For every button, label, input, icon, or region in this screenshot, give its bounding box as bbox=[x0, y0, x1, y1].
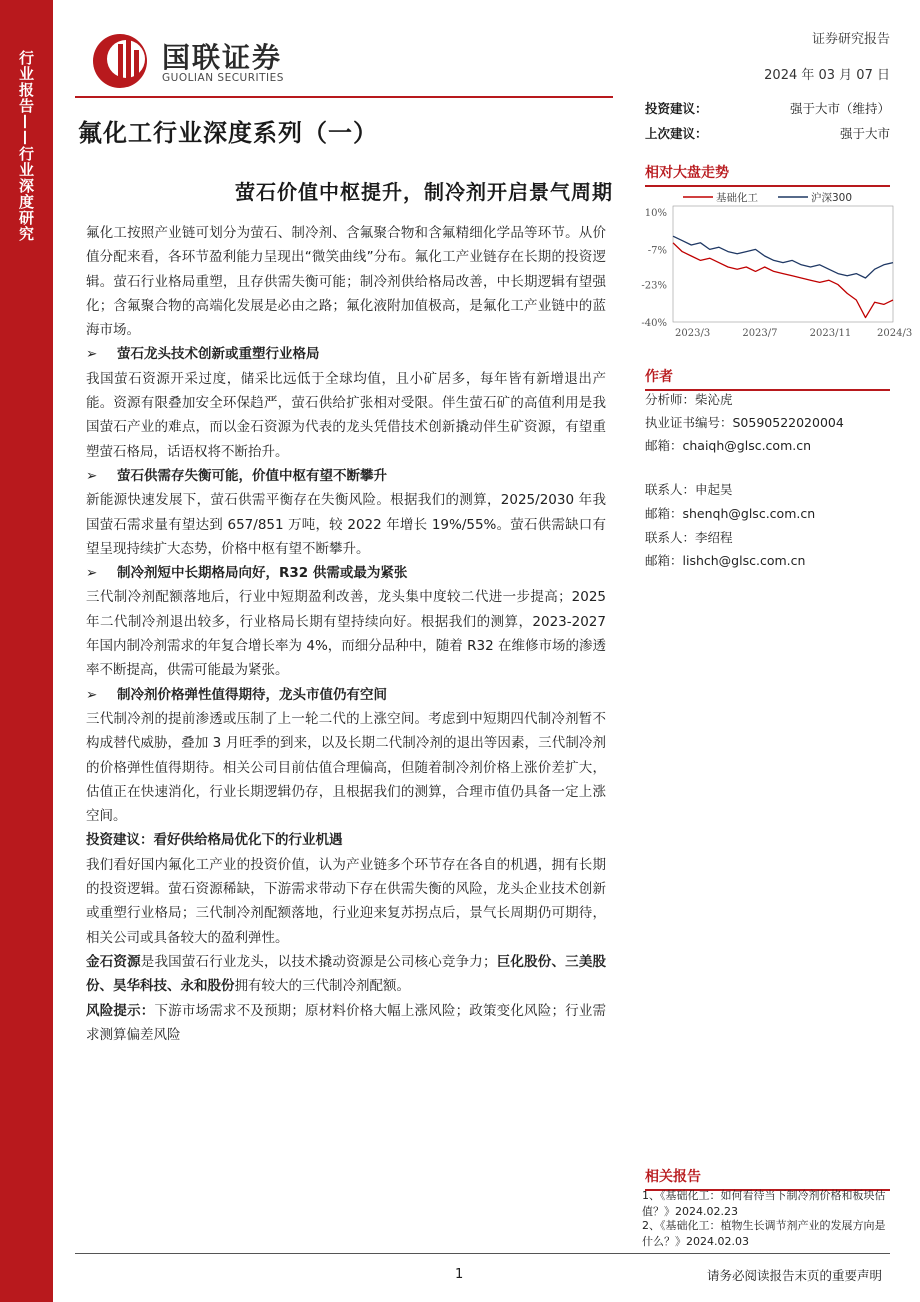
legend-label: 基础化工 bbox=[716, 192, 758, 204]
company-paragraph bbox=[86, 950, 606, 999]
header-divider bbox=[75, 96, 613, 98]
section-heading bbox=[86, 683, 606, 707]
company-logo-icon bbox=[90, 30, 150, 90]
analyst-email: 邮箱：chaiqh@glsc.com.cn bbox=[645, 438, 812, 453]
footer-divider bbox=[75, 1253, 890, 1254]
x-tick-label: 2023/11 bbox=[809, 328, 852, 339]
company-name-1: 金石资源 bbox=[86, 953, 141, 970]
section-heading bbox=[86, 464, 606, 488]
company-name-cn: 国联证券 bbox=[162, 41, 283, 74]
report-headline: 萤石价值中枢提升，制冷剂开启景气周期 bbox=[235, 180, 613, 204]
x-tick-label: 2023/3 bbox=[675, 328, 711, 339]
invest-rating-label: 投资建议： bbox=[645, 101, 708, 116]
company-name-2: 巨化股份、三美股份、昊华科技、永和股份 bbox=[86, 953, 607, 995]
arrow-bullet-icon: ➢ bbox=[86, 565, 98, 582]
main-content bbox=[86, 221, 606, 1047]
x-tick-label: 2024/3 bbox=[877, 328, 913, 339]
risk-paragraph bbox=[86, 999, 606, 1048]
contact-name-2: 联系人：李绍程 bbox=[645, 530, 733, 545]
contact-email-2: 邮箱：lishch@glsc.com.cn bbox=[645, 553, 806, 568]
y-tick-label: -23% bbox=[641, 280, 667, 292]
section-paragraph: 新能源快速发展下，萤石供需平衡存在失衡风险。根据我们的测算，2025/2030 年我国萤石需求量有望达到 657/851 万吨，较 2022 年增长 19%/55%。萤石供需缺口有望呈现持续扩大态势，价格中枢有望不断攀升。 bbox=[86, 492, 606, 557]
author-section-title: 作者 bbox=[645, 366, 890, 391]
invest-rating-row bbox=[645, 99, 890, 117]
risk-label: 风险提示： bbox=[86, 1002, 155, 1019]
page-number: 1 bbox=[455, 1267, 464, 1282]
report-date: 2024 年 03 月 07 日 bbox=[764, 68, 890, 83]
related-report-item[interactable]: 1、《基础化工：如何看待当下制冷剂价格和板块估值？》2024.02.23 bbox=[642, 1189, 886, 1218]
risk-text: 下游市场需求不及预期；原材料价格大幅上涨风险；政策变化风险；行业需求测算偏差风险 bbox=[86, 1002, 607, 1043]
y-tick-label: 10% bbox=[644, 208, 667, 219]
prev-rating-row bbox=[645, 124, 890, 142]
prev-rating-value: 强于大市 bbox=[839, 126, 890, 141]
company-name-en: GUOLIAN SECURITIES bbox=[162, 72, 284, 84]
section-heading bbox=[86, 342, 606, 366]
report-type: 证券研究报告 bbox=[811, 32, 890, 47]
section-heading-text: 制冷剂价格弹性值得期待，龙头市值仍有空间 bbox=[117, 686, 387, 703]
sidebar-label: 行业报告——行业深度研究 bbox=[17, 50, 35, 242]
footer-disclaimer: 请务必阅读报告末页的重要声明 bbox=[706, 1268, 882, 1283]
contact-email-1: 邮箱：shenqh@glsc.com.cn bbox=[645, 506, 816, 521]
prev-rating-label: 上次建议： bbox=[645, 126, 708, 141]
section-paragraph: 三代制冷剂的提前渗透或压制了上一轮二代的上涨空间。考虑到中短期四代制冷剂暂不构成替代威胁，叠加 3 月旺季的到来，以及长期二代制冷剂的退出等因素，三代制冷剂的价格弹性值得期待。相关公司目前估值合理偏高，但随着制冷剂价格上涨价差扩大，估值正在快速消化，行业长期逻辑仍存，且根据我们的测算，合理市值仍具备一定上涨空间。 bbox=[86, 710, 606, 825]
legend-label: 沪深300 bbox=[811, 192, 853, 204]
series-line bbox=[673, 243, 893, 318]
invest-heading: 投资建议：看好供给格局优化下的行业机遇 bbox=[86, 832, 343, 849]
section-paragraph: 我国萤石资源开采过度，储采比远低于全球均值，且小矿居多，每年皆有新增退出产能。资源有限叠加安全环保趋严，萤石供给扩张相对受限。伴生萤石矿的高值利用是我国萤石产业的难点，而以金石资源为代表的龙头凭借技术创新撬动伴生矿资源，有望重塑萤石格局，话语权将不断抬升。 bbox=[86, 370, 606, 460]
contact-name-1: 联系人：申起昊 bbox=[645, 482, 733, 497]
arrow-bullet-icon: ➢ bbox=[86, 467, 98, 484]
section-heading-text: 萤石龙头技术创新或重塑行业格局 bbox=[117, 346, 320, 363]
y-tick-label: -7% bbox=[647, 245, 667, 257]
section-heading bbox=[86, 561, 606, 585]
x-tick-label: 2023/7 bbox=[742, 328, 778, 339]
intro-paragraph: 氟化工按照产业链可划分为萤石、制冷剂、含氟聚合物和含氟精细化学品等环节。从价值分配来看，各环节盈利能力呈现出“微笑曲线”分布。氟化工产业链存在长期的投资逻辑。萤石行业格局重塑，且存供需失衡可能；制冷剂供给格局改善，中长期逻辑有望强化；含氟聚合物的高端化发展是必由之路；氟化液附加值极高，是氟化工产业链中的蓝海市场。 bbox=[86, 225, 606, 339]
section-heading-text: 萤石供需存失衡可能，价值中枢有望不断攀升 bbox=[117, 467, 387, 484]
related-section-title: 相关报告 bbox=[645, 1166, 890, 1191]
related-report-item[interactable]: 2、《基础化工：植物生长调节剂产业的发展方向是什么？》2024.02.03 bbox=[642, 1219, 886, 1248]
company-text-2: 拥有较大的三代制冷剂配额。 bbox=[234, 978, 410, 995]
series-title: 氟化工行业深度系列（一） bbox=[78, 119, 378, 147]
analyst-license: 执业证书编号：S0590522020004 bbox=[645, 415, 844, 430]
analyst-name: 分析师：柴沁虎 bbox=[645, 392, 733, 407]
section-paragraph: 三代制冷剂配额落地后，行业中短期盈利改善，龙头集中度较二代进一步提高；2025 年二代制冷剂退出较多，行业格局长期有望持续向好。根据我们的测算，2023-2027 年国内制冷剂需求的年复合增长率为 4%，而细分品种中，随着 R32 在维修市场的渗透率不断提高，供需可能最为紧张。 bbox=[86, 589, 606, 679]
arrow-bullet-icon: ➢ bbox=[86, 686, 98, 703]
company-text-1: 是我国萤石行业龙头，以技术撬动资源是公司核心竞争力； bbox=[140, 953, 497, 970]
invest-paragraph: 我们看好国内氟化工产业的投资价值，认为产业链多个环节存在各自的机遇，拥有长期的投资逻辑。萤石资源稀缺，下游需求带动下存在供需失衡的风险，龙头企业技术创新或重塑行业格局；三代制冷剂配额落地，行业迎来复苏拐点后，景气长周期仍可期待，相关公司或具备较大的盈利弹性。 bbox=[86, 856, 606, 946]
arrow-bullet-icon: ➢ bbox=[86, 346, 98, 363]
series-line bbox=[673, 236, 893, 278]
sidebar-band bbox=[0, 0, 53, 1302]
section-heading-text: 制冷剂短中长期格局向好，R32 供需或最为紧张 bbox=[117, 565, 408, 582]
y-tick-label: -40% bbox=[641, 318, 667, 329]
invest-rating-value: 强于大市（维持） bbox=[789, 101, 890, 116]
chart-section-title: 相对大盘走势 bbox=[645, 162, 890, 187]
plot-frame bbox=[673, 206, 893, 322]
relative-performance-chart bbox=[635, 182, 913, 342]
